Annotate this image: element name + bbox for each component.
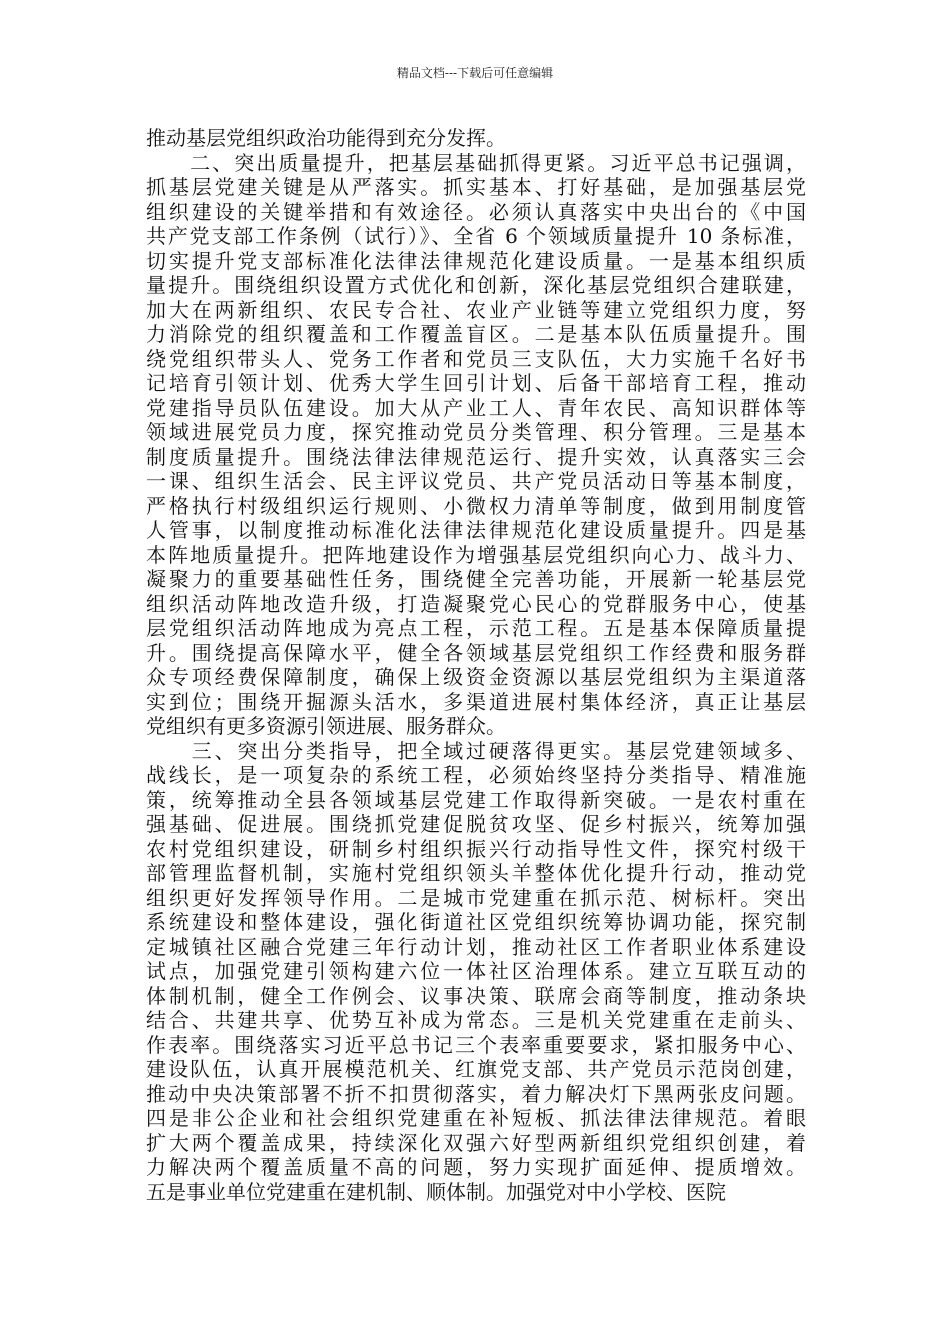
text-line: 党组织有更多资源引领进展、服务群众。 xyxy=(146,714,506,738)
text-line: 组织活动阵地改造升级，打造凝聚党心民心的党群服务中心，使基 xyxy=(146,591,806,616)
text-line: 抓基层党建关键是从严落实。抓实基本、打好基础，是加强基层党 xyxy=(146,175,806,199)
text-line: 三、突出分类指导，把全域过硬落得更实。基层党建领域多、 xyxy=(146,738,806,763)
text-line: 农村党组织建设，研制乡村组织振兴行动指导性文件，探究村级干 xyxy=(146,836,806,861)
text-line: 切实提升党支部标准化法律法律规范化建设质量。一是基本组织质 xyxy=(146,248,806,273)
text-line: 二、突出质量提升，把基层基础抓得更紧。习近平总书记强调， xyxy=(146,150,806,175)
text-line: 加大在两新组织、农民专合社、农业产业链等建立党组织力度，努 xyxy=(146,297,806,322)
text-line: 领域进展党员力度，探究推动党员分类管理、积分管理。三是基本 xyxy=(146,420,806,444)
text-line: 升。围绕提高保障水平，健全各领域基层党组织工作经费和服务群 xyxy=(146,640,806,665)
text-line: 人管事，以制度推动标准化法律法律规范化建设质量提升。四是基 xyxy=(146,518,806,542)
document-body xyxy=(146,126,806,1204)
text-line: 层党组织活动阵地成为亮点工程，示范工程。五是基本保障质量提 xyxy=(146,616,806,640)
text-line: 强基础、促进展。围绕抓党建促脱贫攻坚、促乡村振兴，统筹加强 xyxy=(146,812,806,836)
text-line: 作表率。围绕落实习近平总书记三个表率重要要求，紧扣服务中心、 xyxy=(146,1032,806,1057)
text-line: 系统建设和整体建设，强化街道社区党组织统筹协调功能，探究制 xyxy=(146,910,806,934)
text-line: 凝聚力的重要基础性任务，围绕健全完善功能，开展新一轮基层党 xyxy=(146,567,806,591)
text-line: 战线长，是一项复杂的系统工程，必须始终坚持分类指导、精准施 xyxy=(146,763,806,787)
text-line: 力消除党的组织覆盖和工作覆盖盲区。二是基本队伍质量提升。围 xyxy=(146,322,806,346)
text-line: 建设队伍，认真开展模范机关、红旗党支部、共产党员示范岗创建， xyxy=(146,1057,806,1081)
text-line: 绕党组织带头人、党务工作者和党员三支队伍，大力实施千名好书 xyxy=(146,346,806,371)
text-line: 众专项经费保障制度，确保上级资金资源以基层党组织为主渠道落 xyxy=(146,665,806,689)
text-line: 推动基层党组织政治功能得到充分发挥。 xyxy=(146,126,506,150)
page-header: 精品文档---下载后可任意编辑 xyxy=(396,66,554,80)
text-line: 五是事业单位党建重在建机制、顺体制。加强党对中小学校、医院 xyxy=(146,1179,726,1204)
text-line: 记培育引领计划、优秀大学生回引计划、后备干部培育工程，推动 xyxy=(146,371,806,395)
text-line: 本阵地质量提升。把阵地建设作为增强基层党组织向心力、战斗力、 xyxy=(146,542,806,567)
text-line: 组织更好发挥领导作用。二是城市党建重在抓示范、树标杆。突出 xyxy=(146,885,806,910)
text-line: 四是非公企业和社会组织党建重在补短板、抓法律法律规范。着眼 xyxy=(146,1106,806,1130)
text-line: 制度质量提升。围绕法律法律规范运行、提升实效，认真落实三会 xyxy=(146,444,806,469)
text-line: 党建指导员队伍建设。加大从产业工人、青年农民、高知识群体等 xyxy=(146,395,806,420)
text-line: 结合、共建共享、优势互补成为常态。三是机关党建重在走前头、 xyxy=(146,1008,806,1032)
text-line: 量提升。围绕组织设置方式优化和创新，深化基层党组织合建联建， xyxy=(146,273,806,297)
text-line: 共产党支部工作条例（试行）》、全省 6 个领域质量提升 10 条标准， xyxy=(146,224,806,248)
text-line: 扩大两个覆盖成果，持续深化双强六好型两新组织党组织创建，着 xyxy=(146,1130,806,1155)
text-line: 体制机制，健全工作例会、议事决策、联席会商等制度，推动条块 xyxy=(146,983,806,1008)
text-line: 力解决两个覆盖质量不高的问题，努力实现扩面延伸、提质增效。 xyxy=(146,1155,806,1179)
text-line: 部管理监督机制，实施村党组织领头羊整体优化提升行动，推动党 xyxy=(146,861,806,885)
text-line: 一课、组织生活会、民主评议党员、共产党员活动日等基本制度， xyxy=(146,469,806,493)
text-line: 推动中央决策部署不折不扣贯彻落实，着力解决灯下黑两张皮问题。 xyxy=(146,1081,806,1106)
text-line: 严格执行村级组织运行规则、小微权力清单等制度，做到用制度管 xyxy=(146,493,806,518)
text-line: 组织建设的关键举措和有效途径。必须认真落实中央出台的《中国 xyxy=(146,199,806,224)
text-line: 实到位；围绕开掘源头活水，多渠道进展村集体经济，真正让基层 xyxy=(146,689,806,714)
text-line: 定城镇社区融合党建三年行动计划，推动社区工作者职业体系建设 xyxy=(146,934,806,959)
text-line: 策，统筹推动全县各领域基层党建工作取得新突破。一是农村重在 xyxy=(146,787,806,812)
text-line: 试点，加强党建引领构建六位一体社区治理体系。建立互联互动的 xyxy=(146,959,806,983)
